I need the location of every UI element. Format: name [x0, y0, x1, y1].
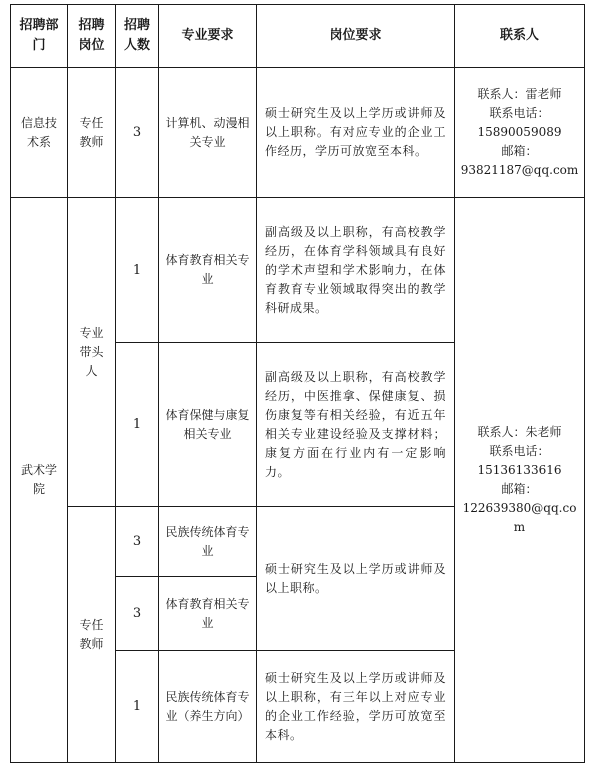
major-wushu-teacher-2: 体育教育相关专业 [159, 577, 257, 651]
requirement-wushu-teacher-shared: 硕士研究生及以上学历或讲师及以上职称。 [257, 507, 455, 651]
header-position: 招聘岗位 [68, 5, 116, 68]
contact-wushu-phone-label: 联系电话： [489, 444, 550, 458]
count-wushu-teacher-3: 1 [116, 651, 159, 763]
contact-wushu [455, 198, 585, 763]
table-row-info-tech [11, 68, 585, 198]
header-contact: 联系人 [455, 5, 585, 68]
contact-info-email: 93821187@qq.com [460, 163, 579, 177]
position-wushu-teacher: 专任教师 [68, 507, 116, 763]
header-count: 招聘人数 [116, 5, 159, 68]
header-dept: 招聘部门 [11, 5, 68, 68]
header-row [11, 5, 585, 68]
count-info-teacher: 3 [116, 68, 159, 198]
count-wushu-teacher-2: 3 [116, 577, 159, 651]
header-major: 专业要求 [159, 5, 257, 68]
count-wushu-leader-2: 1 [116, 343, 159, 507]
count-wushu-teacher-1: 3 [116, 507, 159, 577]
position-wushu-leader: 专业带头人 [68, 198, 116, 507]
contact-wushu-email: 122639380@qq.com [462, 501, 577, 534]
position-info-teacher: 专任教师 [68, 68, 116, 198]
major-wushu-leader-2: 体育保健与康复相关专业 [159, 343, 257, 507]
recruitment-table-wrapper [10, 4, 585, 763]
major-wushu-leader-1: 体育教育相关专业 [159, 198, 257, 343]
requirement-info-teacher: 硕士研究生及以上学历或讲师及以上职称。有对应专业的企业工作经历，学历可放宽至本科。 [257, 68, 455, 198]
dept-info-tech: 信息技术系 [11, 68, 68, 198]
contact-info [455, 68, 585, 198]
table-row-wushu-leader-1 [11, 198, 585, 343]
count-wushu-leader-1: 1 [116, 198, 159, 343]
header-requirement: 岗位要求 [257, 5, 455, 68]
contact-wushu-email-label: 邮箱： [501, 482, 538, 496]
contact-wushu-phone: 15136133616 [477, 463, 562, 477]
contact-info-name: 联系人：雷老师 [477, 87, 562, 101]
major-info-teacher: 计算机、动漫相关专业 [159, 68, 257, 198]
contact-wushu-name: 联系人：朱老师 [477, 425, 562, 439]
requirement-wushu-leader-2: 副高级及以上职称，有高校教学经历，中医推拿、保健康复、损伤康复等有相关经验，有近五年相关专业建设经验及支撑材料；康复方面在行业内有一定影响力。 [257, 343, 455, 507]
contact-info-email-label: 邮箱： [501, 144, 538, 158]
contact-info-phone-label: 联系电话： [489, 106, 550, 120]
requirement-wushu-leader-1: 副高级及以上职称，有高校教学经历，在体育学科领域具有良好的学术声望和学术影响力，在体育教育专业领域取得突出的教学科研成果。 [257, 198, 455, 343]
major-wushu-teacher-3: 民族传统体育专业（养生方向） [159, 651, 257, 763]
major-wushu-teacher-1: 民族传统体育专业 [159, 507, 257, 577]
recruitment-table [10, 4, 585, 763]
requirement-wushu-teacher-last: 硕士研究生及以上学历或讲师及以上职称，有三年以上对应专业的企业工作经验，学历可放宽至本科。 [257, 651, 455, 763]
dept-wushu: 武术学院 [11, 198, 68, 763]
contact-info-phone: 15890059089 [477, 125, 562, 139]
